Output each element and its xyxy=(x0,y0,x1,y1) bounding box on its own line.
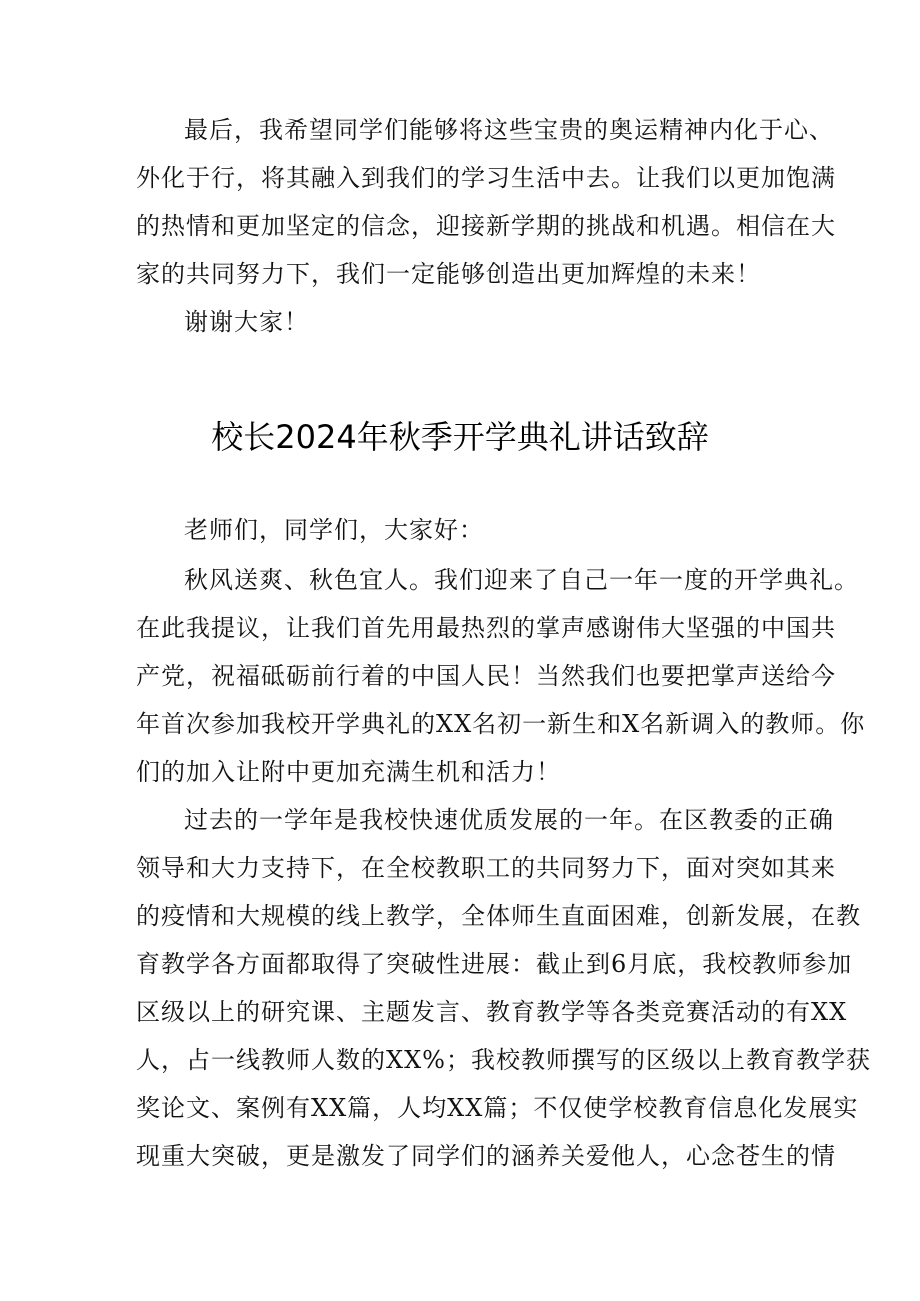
closing-thanks: 谢谢大家！ xyxy=(184,308,309,336)
text-line: 现重大突破，更是激发了同学们的涵养关爱他人，心念苍生的情 xyxy=(136,1142,836,1170)
text-line: 家的共同努力下，我们一定能够创造出更加辉煌的未来！ xyxy=(136,260,761,288)
page-title: 校长2024年秋季开学典礼讲话致辞 xyxy=(211,418,709,456)
text-line: 过去的一学年是我校快速优质发展的一年。在区教委的正确 xyxy=(184,806,834,834)
text-line: 的热情和更加坚定的信念，迎接新学期的挑战和机遇。相信在大 xyxy=(136,212,836,240)
text-line: 的疫情和大规模的线上教学，全体师生直面困难，创新发展，在教 xyxy=(136,902,861,930)
text-line: 在此我提议，让我们首先用最热烈的掌声感谢伟大坚强的中国共 xyxy=(136,614,836,642)
text-line: 秋风送爽、秋色宜人。我们迎来了自己一年一度的开学典礼。 xyxy=(184,566,859,594)
text-line: 育教学各方面都取得了突破性进展：截止到6月底，我校教师参加 xyxy=(136,950,853,978)
text-line: 奖论文、案例有XX篇，人均XX篇；不仅使学校教育信息化发展实 xyxy=(136,1094,859,1122)
text-line: 们的加入让附中更加充满生机和活力！ xyxy=(136,758,561,786)
greeting: 老师们，同学们，大家好： xyxy=(184,516,484,544)
text-line: 区级以上的研究课、主题发言、教育教学等各类竞赛活动的有XX xyxy=(136,998,848,1026)
text-line: 年首次参加我校开学典礼的XX名初一新生和X名新调入的教师。你 xyxy=(136,710,866,738)
text-line: 领导和大力支持下，在全校教职工的共同努力下，面对突如其来 xyxy=(136,854,836,882)
text-line: 人，占一线教师人数的XX%；我校教师撰写的区级以上教育教学获 xyxy=(136,1046,871,1074)
text-line: 最后，我希望同学们能够将这些宝贵的奥运精神内化于心、 xyxy=(184,116,834,144)
text-line: 产党，祝福砥砺前行着的中国人民！当然我们也要把掌声送给今 xyxy=(136,662,836,690)
text-line: 外化于行，将其融入到我们的学习生活中去。让我们以更加饱满 xyxy=(136,164,836,192)
